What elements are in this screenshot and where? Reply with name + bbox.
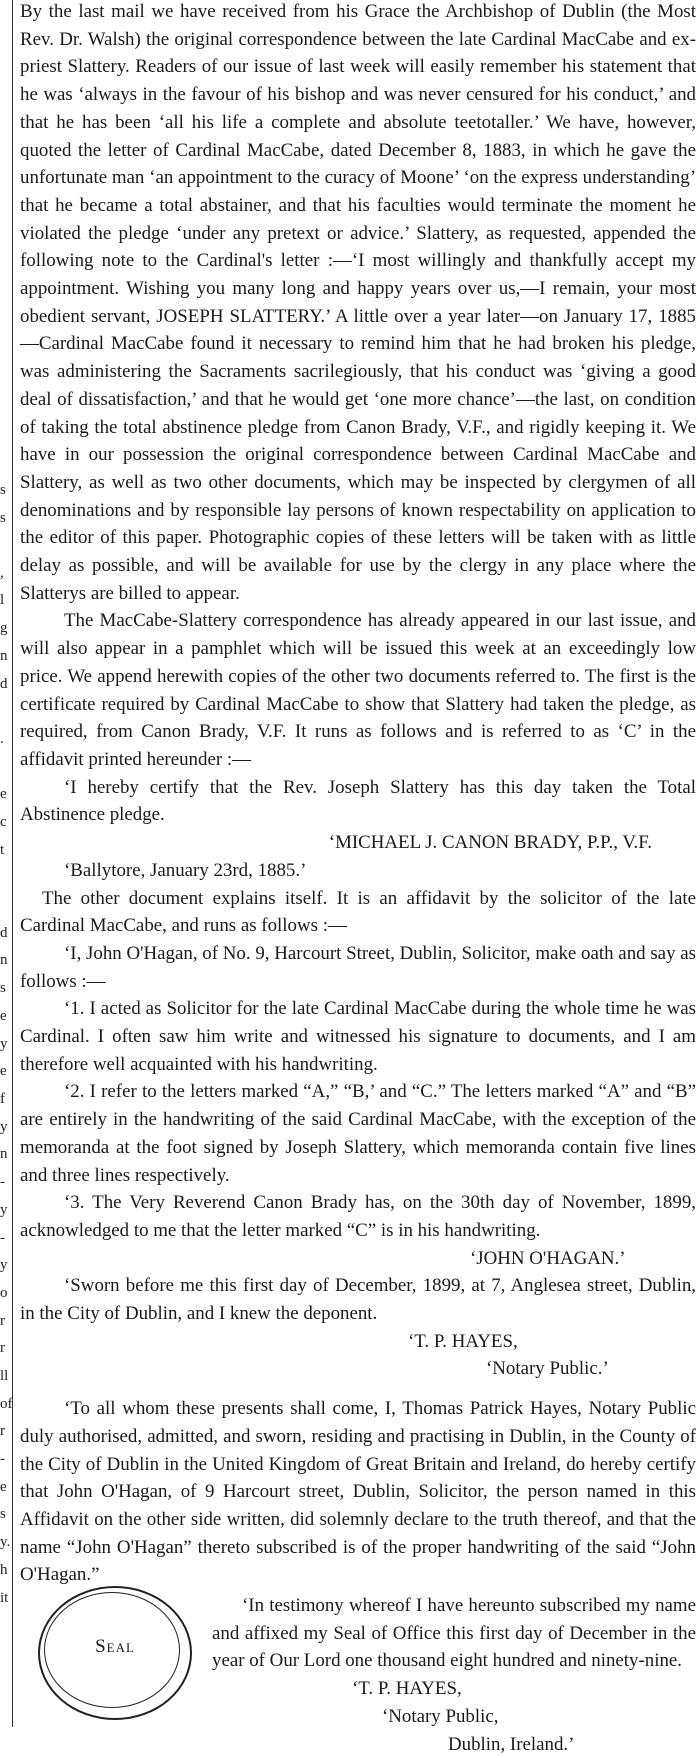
margin-fragment: n	[0, 952, 8, 968]
left-margin-fragments	[0, 0, 13, 1727]
margin-fragment: h	[0, 1562, 8, 1578]
notary-signature-title: ‘Notary Public.’	[486, 1358, 609, 1380]
margin-fragment: g	[0, 620, 8, 636]
column-rule	[12, 0, 13, 1727]
article-column	[20, 0, 696, 1589]
margin-fragment: r	[0, 1423, 5, 1439]
margin-fragment: l	[0, 592, 5, 608]
margin-fragment: y	[0, 1119, 8, 1135]
testimony-text: ‘In testimony whereof I have hereunto subscribed my name and affixed my Seal of Office this first day of December in the year of Our Lord one thousand eight hundred and ninety-nine.	[212, 1595, 696, 1672]
final-signature-name: ‘T. P. HAYES,	[352, 1678, 462, 1700]
margin-fragment: y.	[0, 1534, 11, 1550]
margin-fragment: y	[0, 1036, 8, 1052]
notary-seal	[38, 1586, 196, 1722]
testimony-block	[212, 1592, 696, 1758]
final-signature-place: Dublin, Ireland.’	[448, 1733, 575, 1755]
margin-fragment: s	[0, 1506, 6, 1522]
margin-fragment: ,	[0, 565, 4, 581]
margin-fragment: s	[0, 482, 6, 498]
paragraph-correspondence: The MacCabe-Slattery correspondence has already appeared in our last issue, and will also appear in a pamphlet which will be issued this week at an exceedingly low price. We append herewith copies of the other two documents referred to. The first is the certificate required by Cardinal MacCabe to show that Slattery had taken the pledge, as required, from Canon Brady, V.F. It runs as follows and is referred to as ‘C’ in the affidavit printed hereunder :—	[20, 610, 696, 770]
certificate-signature: ‘MICHAEL J. CANON BRADY, P.P., V.F.	[328, 832, 652, 854]
margin-fragment: .	[0, 731, 4, 747]
margin-fragment: e	[0, 1063, 7, 1079]
margin-fragment: o	[0, 1285, 8, 1301]
margin-fragment: e	[0, 1479, 7, 1495]
margin-fragment: y	[0, 1257, 8, 1273]
margin-fragment: e	[0, 1008, 7, 1024]
margin-fragment: r	[0, 1313, 5, 1329]
notary-signature-name: ‘T. P. HAYES,	[408, 1330, 518, 1352]
margin-fragment: r	[0, 1340, 5, 1356]
paragraph-intro: By the last mail we have received from his Grace the Archbishop of Dublin (the Most Rev. Dr. Walsh) the original correspondence between the late Cardinal MacCabe and ex-priest Slattery. Readers of our issue of last week will easily remember his statement that he was ‘always in the favour of his bishop and was never censured for his conduct,’ and that he has been ‘all his life a complete and absolute teetotaller.’ We have, however, quoted the letter of Cardinal MacCabe, dated December 8, 1883, in which he gave the unfortunate man ‘an appointment to the curacy of Moone’ ‘on the express understanding’ that he became a total abstainer, and that his faculties would terminate the moment he violated the pledge ‘under any pretext or advice.’ Slattery, as requested, appended the following note to the Cardinal's letter :—‘I most willingly and thankfully accept my appointment. Wishing you many long and happy years over us,—I remain, your most obedient servant, JOSEPH SLATTERY.’ A little over a year later—on January 17, 1885—Cardinal MacCabe found it necessary to remind him that he had broken his pledge, was administering the Sacraments sacrilegiously, that his conduct was ‘giving a good deal of dissatisfaction,’ and that he would get ‘one more chance’—the last, on condition of taking the total abstinence pledge from Canon Brady, V.F., and rigidly keeping it. We have in our possession the original correspondence between Cardinal MacCabe and Slattery, as well as two other documents, which may be inspected by clergymen of all denominations and by responsible lay persons of known respectability on application to the editor of this paper. Photographic copies of these letters will be taken with as little delay as possible, and will be available for use by the clergy in any place where the Slatterys are billed to appear.	[20, 1, 696, 604]
certificate-date: ‘Ballytore, January 23rd, 1885.’	[64, 859, 307, 881]
margin-fragment: d	[0, 925, 8, 941]
affidavit-signature: ‘JOHN O'HAGAN.’	[470, 1247, 626, 1269]
margin-fragment: f	[0, 1091, 5, 1107]
margin-fragment: t	[0, 842, 5, 858]
margin-fragment: s	[0, 980, 6, 996]
paragraph-affidavit-intro: The other document explains itself. It is an affidavit by the solicitor of the late Cardinal MacCabe, and runs as follows :—	[20, 887, 696, 937]
margin-fragment: ll	[0, 1368, 9, 1384]
margin-fragment: n	[0, 1146, 8, 1162]
margin-fragment: e	[0, 786, 7, 802]
margin-fragment: y	[0, 1202, 8, 1218]
affidavit-clause-3: ‘3. The Very Reverend Canon Brady has, on the 30th day of November, 1899, acknowledged to me that the letter marked “C” is in his handwriting.	[20, 1192, 696, 1241]
margin-fragment: -	[0, 1451, 5, 1467]
certificate-text: ‘I hereby certify that the Rev. Joseph Slattery has this day taken the Total Abstinence pledge.	[20, 776, 696, 826]
final-signature-title: ‘Notary Public,	[382, 1705, 499, 1727]
margin-fragment: d	[0, 676, 8, 692]
margin-fragment: n	[0, 648, 8, 664]
seal-label: Seal	[95, 1636, 135, 1657]
notarial-certificate: ‘To all whom these presents shall come, I, Thomas Patrick Hayes, Notary Public duly authorised, admitted, and sworn, residing and practising in Dublin, in the County of the City of Dublin in the United Kingdom of Great Britain and Ireland, do hereby certify that John O'Hagan, of 9 Harcourt street, Dublin, Solicitor, the person named in this Affidavit on the other side written, did solemnly declare to the truth thereof, and that the name “John O'Hagan” thereto subscribed is of the proper handwriting of the said “John O'Hagan.”	[20, 1398, 696, 1586]
margin-fragment: -	[0, 1230, 5, 1246]
margin-fragment: of	[0, 1396, 13, 1412]
margin-fragment: -	[0, 1174, 5, 1190]
margin-fragment: c	[0, 814, 7, 830]
sworn-statement: ‘Sworn before me this first day of December, 1899, at 7, Anglesea street, Dublin, in the City of Dublin, and I knew the deponent.	[20, 1275, 696, 1325]
affidavit-clause-1: ‘1. I acted as Solicitor for the late Cardinal MacCabe during the whole time he was Cardinal. I often saw him write and witnessed his signature to documents, and I am therefore well acquainted with his handwriting.	[20, 998, 696, 1075]
margin-fragment: it	[0, 1590, 9, 1606]
affidavit-oath: ‘I, John O'Hagan, of No. 9, Harcourt Street, Dublin, Solicitor, make oath and say as follows :—	[20, 942, 696, 992]
margin-fragment: s	[0, 510, 6, 526]
affidavit-clause-2: ‘2. I refer to the letters marked “A,” “B,’ and “C.” The letters marked “A” and “B” are entirely in the handwriting of the said Cardinal MacCabe, with the exception of the memoranda at the foot signed by Joseph Slattery, which memoranda contain five lines and three lines respectively.	[20, 1081, 696, 1186]
